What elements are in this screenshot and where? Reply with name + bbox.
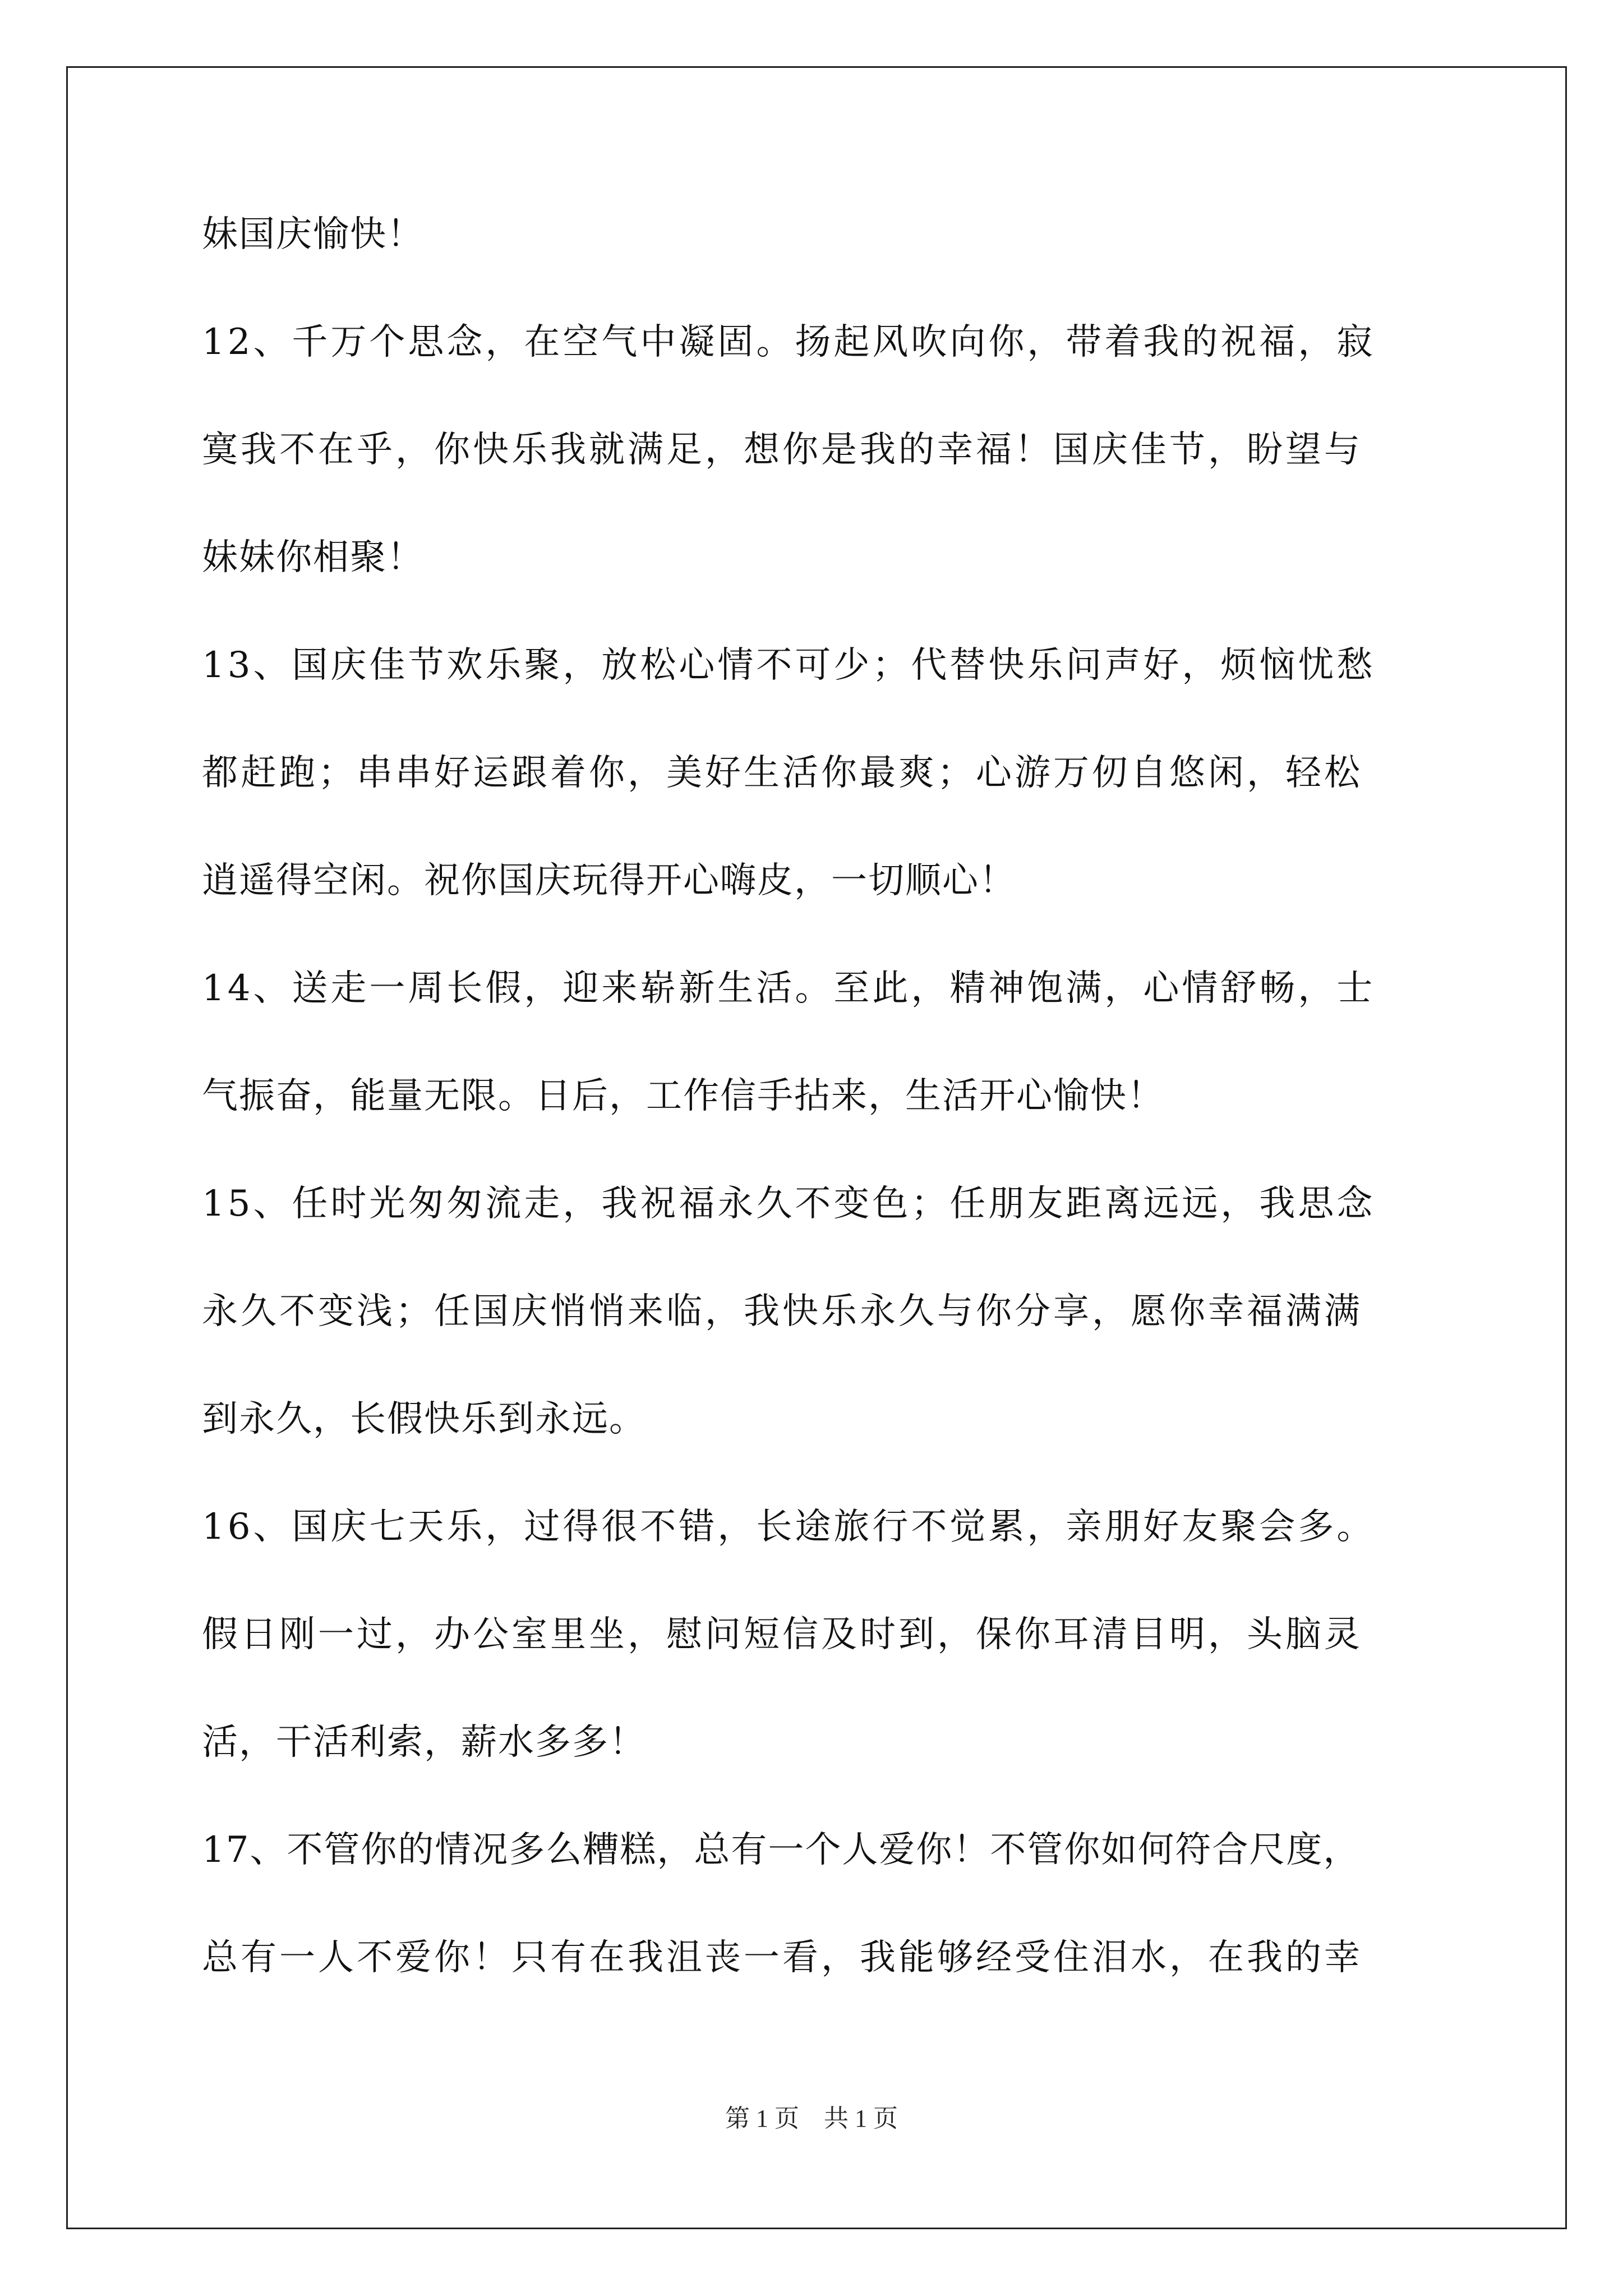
text-line: 16、国庆七天乐，过得很不错，长途旅行不觉累，亲朋好友聚会多。 (202, 1506, 1376, 1548)
text-line: 假日刚一过，办公室里坐，慰问短信及时到，保你耳清目明，头脑灵 (202, 1614, 1363, 1655)
text-line: 总有一人不爱你！只有在我沮丧一看，我能够经受住泪水，在我的幸 (202, 1937, 1363, 1978)
text-line: 逍遥得空闲。祝你国庆玩得开心嗨皮，一切顺心！ (202, 860, 1016, 901)
text-line: 15、任时光匆匆流走，我祝福永久不变色；任朋友距离远远，我思念 (202, 1183, 1376, 1225)
document-body (202, 208, 1436, 2039)
text-line: 气振奋，能量无限。日后，工作信手拈来，生活开心愉快！ (202, 1075, 1164, 1117)
text-line: 13、国庆佳节欢乐聚，放松心情不可少；代替快乐问声好，烦恼忧愁 (202, 645, 1376, 686)
text-line: 妹妹你相聚！ (202, 537, 424, 578)
text-line: 妹国庆愉快！ (202, 214, 424, 255)
text-line: 都赶跑；串串好运跟着你，美好生活你最爽；心游万仞自悠闲，轻松 (202, 752, 1363, 794)
text-line: 寞我不在乎，你快乐我就满足，想你是我的幸福！国庆佳节，盼望与 (202, 429, 1363, 471)
text-line: 活，干活利索，薪水多多！ (202, 1722, 646, 1763)
text-line: 永久不变浅；任国庆悄悄来临，我快乐永久与你分享，愿你幸福满满 (202, 1291, 1363, 1332)
text-line: 12、千万个思念，在空气中凝固。扬起风吹向你，带着我的祝福，寂 (202, 321, 1376, 363)
page-number-footer: 第 1 页 共 1 页 (725, 2105, 898, 2132)
text-line: 到永久，长假快乐到永远。 (202, 1398, 646, 1440)
text-line: 14、送走一周长假，迎来崭新生活。至此，精神饱满，心情舒畅，士 (202, 968, 1376, 1009)
text-line: 17、不管你的情况多么糟糕，总有一个人爱你！不管你如何符合尺度， (202, 1829, 1361, 1871)
